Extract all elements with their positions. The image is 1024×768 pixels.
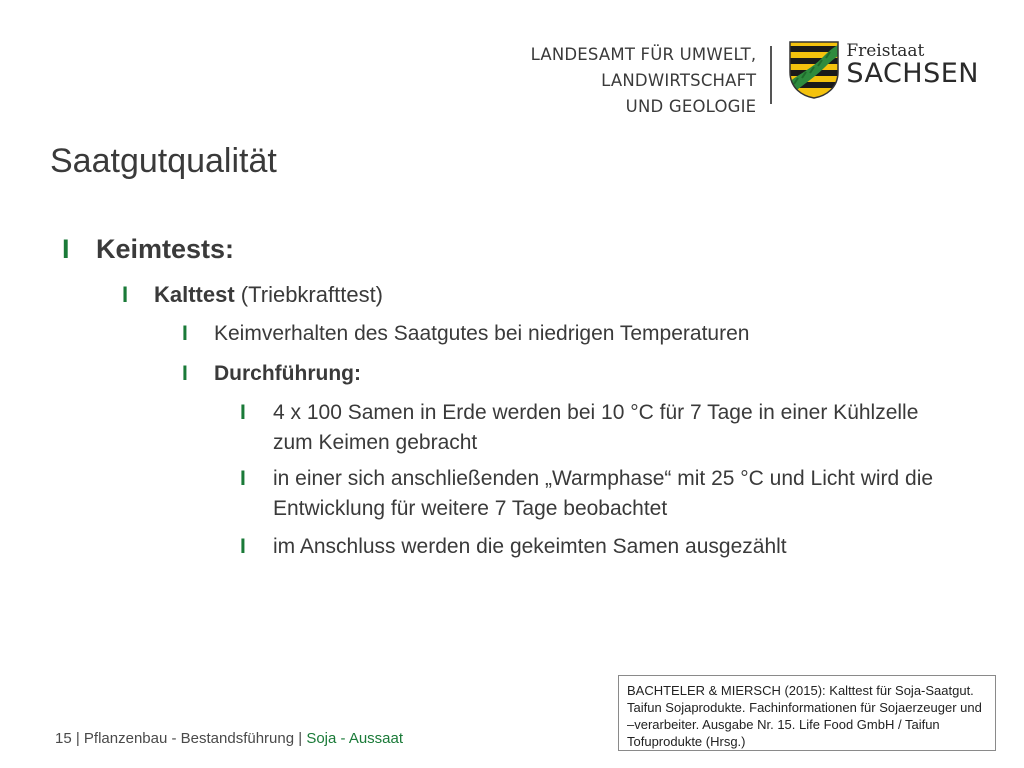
kalttest-subtitle: (Triebkrafttest): [234, 282, 384, 307]
footer-separator: |: [294, 730, 307, 747]
saxony-coat-of-arms-icon: [788, 40, 840, 100]
bullet-marker: I: [240, 535, 246, 558]
bullet-text: 4 x 100 Samen in Erde werden bei 10 °C für 7 Tage in einer Kühlzelle zum Keimen gebracht: [273, 401, 919, 454]
logo-divider: [770, 46, 772, 104]
header-logo: [531, 40, 979, 120]
bullet-level3-keimverhalten: [182, 322, 749, 346]
slide-title: Saatgutqualität: [50, 142, 277, 180]
page-number: 15: [55, 730, 72, 747]
footer-topic: Soja - Aussaat: [306, 730, 404, 747]
slide-footer: [55, 730, 403, 747]
agency-line-3: UND GEOLOGIE: [625, 97, 757, 116]
footer-separator: |: [71, 730, 84, 747]
bullet-level4-samen: [240, 398, 960, 458]
bullet-level1-keimtests: [62, 234, 234, 265]
bullet-text: in einer sich anschließenden „Warmphase“ mit 25 °C und Licht wird die Entwicklung für weitere 7 Tage beobachtet: [273, 467, 934, 520]
state-small-text: Freistaat: [846, 41, 925, 61]
bullet-marker: I: [182, 362, 188, 385]
bullet-marker: I: [62, 234, 70, 264]
bullet-marker: I: [182, 322, 188, 345]
kalttest-label: Kalttest: [154, 282, 235, 307]
source-citation-box: BACHTELER & MIERSCH (2015): Kalttest für Soja-Saatgut. Taifun Sojaprodukte. Fachinformationen für Sojaerzeuger und –verarbeiter. Ausgabe Nr. 15. Life Food GmbH / Taifun Tofuprodukte (Hrsg.): [618, 675, 996, 751]
bullet-level4-warmphase: [240, 464, 960, 524]
bullet-text: [154, 282, 383, 308]
agency-line-1: LANDESAMT FÜR UMWELT,: [530, 45, 757, 64]
state-logo: [788, 40, 979, 100]
agency-name: [531, 40, 757, 120]
state-large-text: SACHSEN: [846, 58, 979, 89]
bullet-text: Keimverhalten des Saatgutes bei niedrigen Temperaturen: [214, 322, 750, 345]
bullet-marker: I: [122, 282, 129, 307]
bullet-marker: I: [240, 467, 246, 490]
bullet-text: Keimtests:: [96, 234, 235, 264]
footer-section: Pflanzenbau - Bestandsführung: [83, 730, 295, 747]
bullet-text: im Anschluss werden die gekeimten Samen ausgezählt: [273, 535, 787, 558]
agency-line-2: LANDWIRTSCHAFT: [601, 71, 757, 90]
state-name: [846, 40, 979, 88]
bullet-text: Durchführung:: [214, 362, 361, 385]
bullet-marker: I: [240, 401, 246, 424]
bullet-level4-auszaehlung: [240, 532, 960, 562]
bullet-level2-kalttest: [122, 282, 383, 308]
bullet-level3-durchfuehrung: [182, 362, 361, 386]
